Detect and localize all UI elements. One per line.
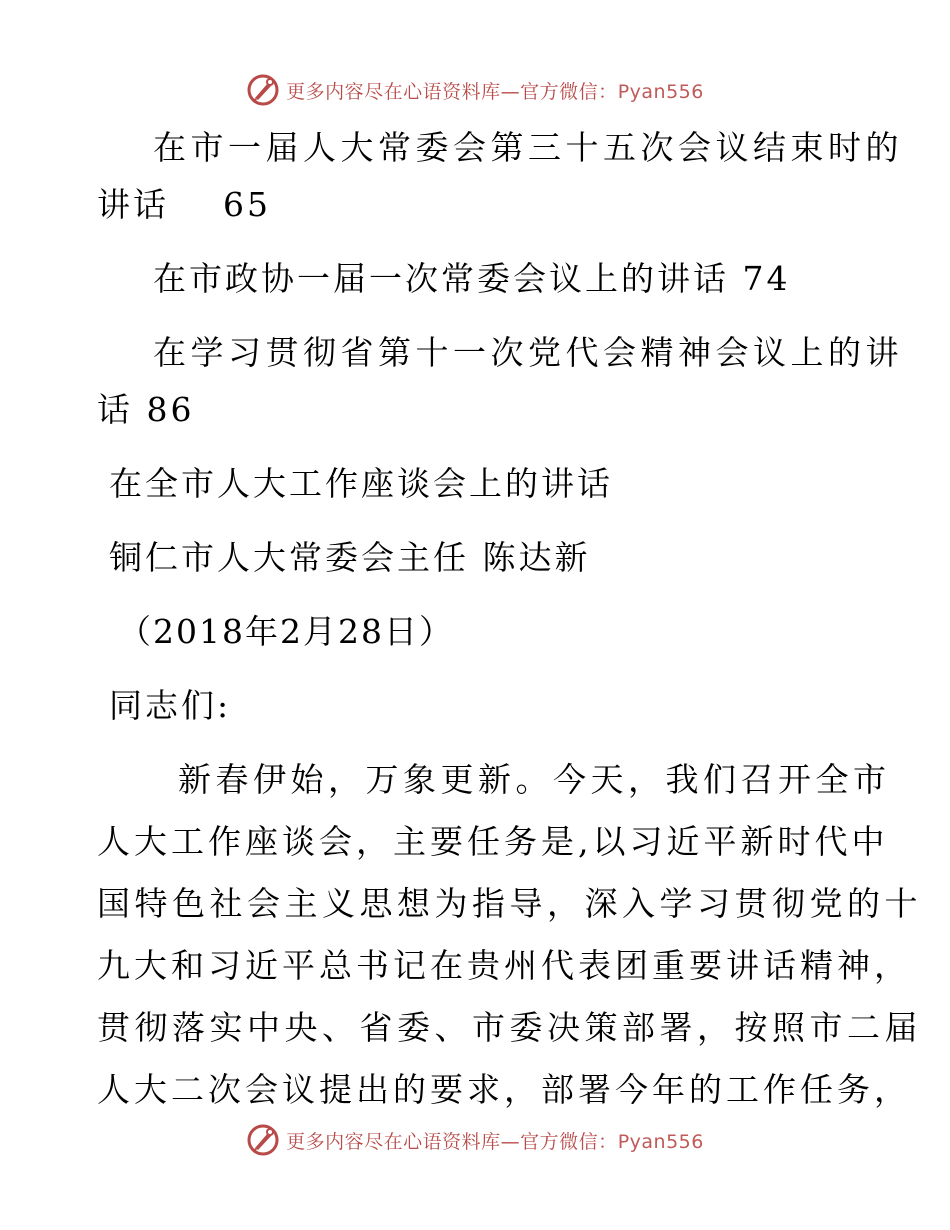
pen-logo-icon (246, 1123, 280, 1157)
body-line-1: 新春伊始，万象更新。今天，我们召开全市 (178, 760, 891, 799)
speech-salutation: 同志们: (109, 686, 232, 725)
banner-wechat-label: 官方微信： (520, 80, 618, 103)
speech-speaker: 铜仁市人大常委会主任 陈达新 (109, 538, 591, 577)
body-line-2: 人大工作座谈会，主要任务是,以习近平新时代中 (97, 822, 889, 861)
banner-separator: — (500, 80, 521, 103)
footer-wechat-label: 官方微信： (520, 1130, 618, 1153)
body-line-6: 人大二次会议提出的要求，部署今年的工作任务， (97, 1070, 911, 1109)
footer-banner (0, 1120, 950, 1160)
banner-content (246, 73, 704, 107)
body-line-5: 贯彻落实中央、省委、市委决策部署，按照市二届 (97, 1008, 922, 1047)
banner-text (286, 77, 704, 104)
body-line-3: 国特色社会主义思想为指导，深入学习贯彻党的十 (97, 884, 922, 923)
toc-entry-1-line2: 讲话 65 (97, 185, 271, 224)
footer-banner-content (246, 1123, 704, 1157)
banner-wechat-id: Pyan556 (617, 80, 704, 103)
footer-banner-text (286, 1127, 704, 1154)
toc-entry-3-line1: 在学习贯彻省第十一次党代会精神会议上的讲 (153, 333, 903, 372)
header-banner (0, 70, 950, 110)
footer-site-name: 更多内容尽在心语资料库 (286, 1130, 501, 1153)
banner-site-name: 更多内容尽在心语资料库 (286, 80, 501, 103)
toc-entry-2: 在市政协一届一次常委会议上的讲话 74 (153, 259, 791, 298)
footer-separator: — (500, 1130, 521, 1153)
speech-date: （2018年2月28日） (118, 612, 454, 651)
speech-title: 在全市人大工作座谈会上的讲话 (109, 464, 613, 503)
pen-logo-icon (246, 73, 280, 107)
toc-entry-3-line2: 话 86 (97, 390, 195, 429)
toc-entry-1-line1: 在市一届人大常委会第三十五次会议结束时的 (153, 128, 903, 167)
footer-wechat-id: Pyan556 (617, 1130, 704, 1153)
body-line-4: 九大和习近平总书记在贵州代表团重要讲话精神， (97, 946, 911, 985)
